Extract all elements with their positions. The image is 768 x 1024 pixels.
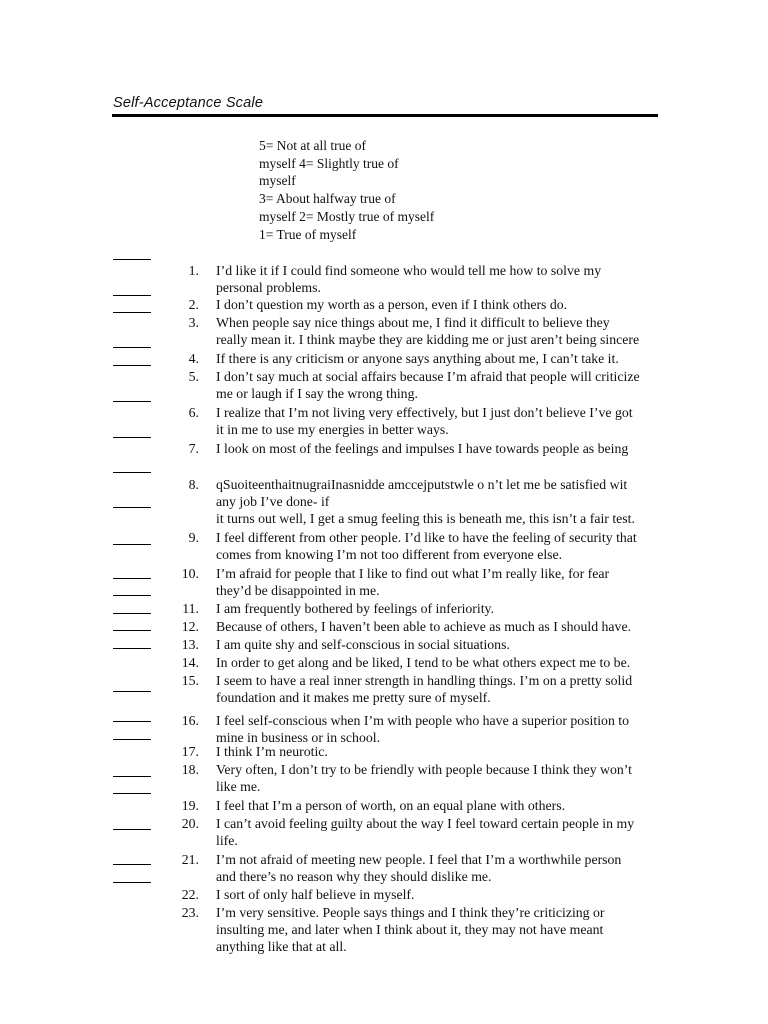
question-text-line: it turns out well, I get a smug feeling this is beneath me, this isn’t a fair test. — [216, 511, 635, 526]
answer-blank[interactable] — [113, 312, 151, 313]
legend-line: 3= About halfway true of — [259, 191, 396, 207]
question-text-line: and there’s no reason why they should dislike me. — [216, 869, 492, 884]
legend-line: 1= True of myself — [259, 226, 357, 242]
question-text-line: I don’t say much at social affairs because I’m afraid that people will criticize — [216, 369, 640, 384]
question-text-line: I realize that I’m not living very effectively, but I just don’t believe I’ve got — [216, 405, 633, 420]
answer-blank[interactable] — [113, 401, 151, 402]
question-text — [216, 761, 696, 795]
question-text-line: When people say nice things about me, I find it difficult to believe they — [216, 315, 610, 330]
question-text-line: I can’t avoid feeling guilty about the way I feel toward certain people in my — [216, 816, 635, 831]
question-text-line: mine in business or in school. — [216, 730, 381, 745]
question-number: 15. — [181, 673, 199, 688]
question-text-line: I look on most of the feelings and impulses I have towards people as being — [216, 441, 629, 456]
question-text-line: they’d be disappointed in me. — [216, 583, 380, 598]
question-text-line: I’d like it if I could find someone who would tell me how to solve my — [216, 263, 602, 278]
question-number: 2. — [188, 297, 199, 312]
question-text — [216, 815, 696, 849]
question-text — [216, 712, 696, 746]
question-text — [216, 565, 696, 599]
question-text-line: I’m afraid for people that I like to find out what I’m really like, for fear — [216, 566, 610, 581]
question-number: 6. — [188, 405, 199, 420]
answer-blank[interactable] — [113, 507, 151, 508]
question-number: 10. — [181, 566, 199, 581]
answer-blank[interactable] — [113, 630, 151, 631]
answer-blank[interactable] — [113, 578, 151, 579]
legend-line: 5= Not at all true of — [259, 138, 366, 153]
question-text-line: I don’t question my worth as a person, even if I think others do. — [216, 297, 568, 312]
question-text-line: really mean it. I think maybe they are kidding me or just aren’t being sincere — [216, 332, 640, 347]
answer-blank[interactable] — [113, 544, 151, 545]
answer-blank[interactable] — [113, 295, 151, 296]
question-text-line: I sort of only half believe in myself. — [216, 887, 415, 902]
question-text — [216, 529, 696, 563]
question-text-line: I’m very sensitive. People says things and I think they’re criticizing or — [216, 905, 605, 920]
question-text — [216, 296, 696, 313]
answer-blank[interactable] — [113, 259, 151, 260]
question-text — [216, 404, 696, 438]
question-text — [216, 886, 696, 903]
answer-blank[interactable] — [113, 776, 151, 777]
answer-blank[interactable] — [113, 648, 151, 649]
page-title: Self-Acceptance Scale — [113, 95, 264, 111]
question-text — [216, 797, 696, 814]
question-number: 4. — [188, 351, 199, 366]
answer-blank[interactable] — [113, 437, 151, 438]
question-text-line: comes from knowing I’m not too different from everyone else. — [216, 547, 563, 562]
question-number: 7. — [188, 441, 199, 456]
answer-blank[interactable] — [113, 691, 151, 692]
question-text-line: me or laugh if I say the wrong thing. — [216, 386, 418, 401]
question-text-line: In order to get along and be liked, I tend to be what others expect me to be. — [216, 655, 631, 670]
question-number: 16. — [181, 713, 199, 728]
question-number: 23. — [181, 905, 199, 920]
question-number: 13. — [181, 637, 199, 652]
question-text-line: I think I’m neurotic. — [216, 744, 328, 759]
title-rule — [112, 114, 658, 117]
question-text — [216, 600, 696, 617]
answer-blank[interactable] — [113, 347, 151, 348]
question-text — [216, 476, 696, 527]
answer-blank[interactable] — [113, 793, 151, 794]
question-text-line: I feel that I’m a person of worth, on an equal plane with others. — [216, 798, 566, 813]
answer-blank[interactable] — [113, 613, 151, 614]
question-text-line: I’m not afraid of meeting new people. I feel that I’m a worthwhile person — [216, 852, 622, 867]
question-text — [216, 262, 696, 296]
legend-line: myself — [259, 173, 296, 189]
question-text-line: it in me to use my energies in better ways. — [216, 422, 449, 437]
question-number: 20. — [181, 816, 199, 831]
answer-blank[interactable] — [113, 595, 151, 596]
question-text-line: I am frequently bothered by feelings of inferiority. — [216, 601, 495, 616]
question-text-line: I feel self-conscious when I’m with people who have a superior position to — [216, 713, 630, 728]
question-number: 11. — [182, 601, 199, 616]
answer-blank[interactable] — [113, 739, 151, 740]
answer-blank[interactable] — [113, 472, 151, 473]
question-text — [216, 672, 696, 706]
question-text-line: qSuoiteenthaitnugraiInasnidde amccejputstwle o n’t let me be satisfied wit — [216, 477, 628, 492]
question-text — [216, 904, 696, 955]
question-text — [216, 440, 696, 457]
question-number: 3. — [188, 315, 199, 330]
question-text — [216, 654, 696, 671]
question-text — [216, 618, 696, 635]
question-text — [216, 368, 696, 402]
question-number: 5. — [188, 369, 199, 384]
question-text-line: Very often, I don’t try to be friendly with people because I think they won’t — [216, 762, 632, 777]
question-text — [216, 636, 696, 653]
question-text — [216, 314, 696, 348]
question-text-line: I am quite shy and self-conscious in social situations. — [216, 637, 510, 652]
question-text-line: Because of others, I haven’t been able to achieve as much as I should have. — [216, 619, 632, 634]
question-number: 21. — [181, 852, 199, 867]
question-text-line: any job I’ve done- if — [216, 494, 330, 509]
question-text — [216, 851, 696, 885]
question-number: 9. — [188, 530, 199, 545]
question-text-line: I feel different from other people. I’d like to have the feeling of security that — [216, 530, 637, 545]
answer-blank[interactable] — [113, 829, 151, 830]
question-text-line: personal problems. — [216, 280, 321, 295]
question-text-line: I seem to have a real inner strength in handling things. I’m on a pretty solid — [216, 673, 633, 688]
answer-blank[interactable] — [113, 721, 151, 722]
question-number: 18. — [181, 762, 199, 777]
question-text-line: anything like that at all. — [216, 939, 347, 954]
legend-line: myself 2= Mostly true of myself — [259, 208, 435, 224]
question-text-line: foundation and it makes me pretty sure of myself. — [216, 690, 491, 705]
legend-line: myself 4= Slightly true of — [259, 155, 399, 171]
question-text — [216, 350, 696, 367]
question-number: 12. — [181, 619, 199, 634]
question-number: 22. — [181, 887, 199, 902]
question-text-line: life. — [216, 833, 238, 848]
answer-blank[interactable] — [113, 882, 151, 883]
question-number: 1. — [188, 263, 199, 278]
question-number: 14. — [181, 655, 199, 670]
question-text-line: insulting me, and later when I think about it, they may not have meant — [216, 922, 604, 937]
question-number: 19. — [181, 798, 199, 813]
question-text-line: If there is any criticism or anyone says anything about me, I can’t take it. — [216, 351, 619, 366]
question-text — [216, 743, 696, 760]
question-text-line: like me. — [216, 779, 261, 794]
answer-blank[interactable] — [113, 365, 151, 366]
question-number: 17. — [181, 744, 199, 759]
answer-blank[interactable] — [113, 864, 151, 865]
question-number: 8. — [188, 477, 199, 492]
